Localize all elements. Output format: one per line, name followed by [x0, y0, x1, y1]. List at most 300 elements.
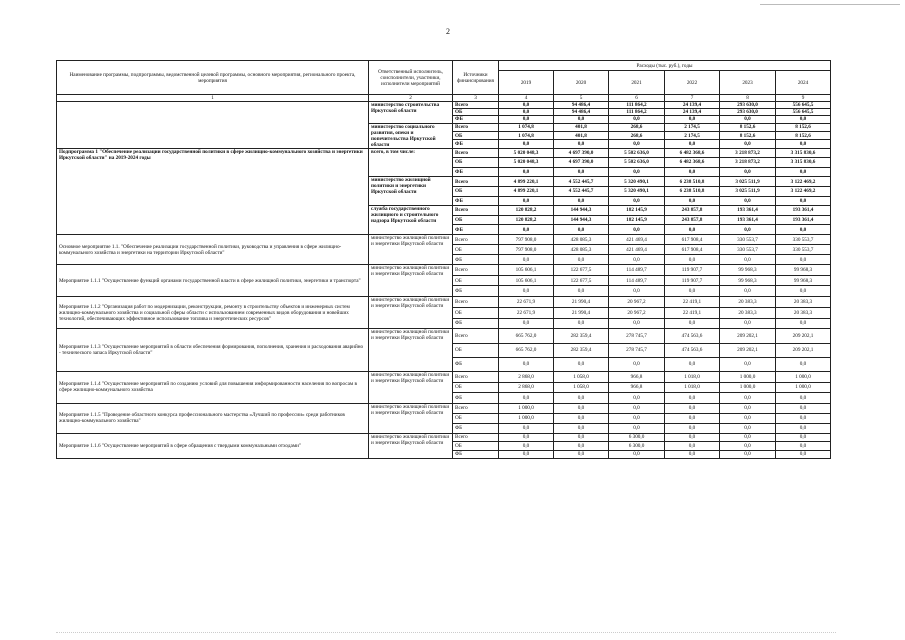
- page-number: 2: [446, 27, 450, 36]
- value-cell: 0,0: [609, 413, 665, 423]
- source-cell: ФБ: [453, 423, 499, 433]
- value-cell: 0,0: [665, 286, 720, 297]
- value-cell: 0,0: [665, 357, 720, 371]
- value-cell: 1 000,0: [776, 371, 831, 382]
- value-cell: 122 677,5: [554, 265, 609, 276]
- value-cell: 0,0: [776, 167, 831, 177]
- value-cell: 1 000,0: [499, 403, 554, 413]
- value-cell: 0,0: [499, 433, 554, 442]
- value-cell: 4 697 390,0: [554, 158, 609, 168]
- header-expenses: Расходы (тыс. руб.), годы: [499, 61, 831, 71]
- value-cell: 3 122 469,2: [776, 186, 831, 196]
- value-cell: 6 238 510,8: [665, 186, 720, 196]
- value-cell: 105 606,1: [499, 265, 554, 276]
- value-cell: 0,0: [776, 403, 831, 413]
- source-cell: ОБ: [453, 382, 499, 393]
- value-cell: 20 967,2: [609, 307, 665, 318]
- value-cell: 428 085,3: [554, 234, 609, 244]
- value-cell: 8 152,6: [720, 123, 776, 131]
- source-cell: ОБ: [453, 413, 499, 423]
- value-cell: 120 828,2: [499, 206, 554, 216]
- value-cell: 2 868,0: [499, 371, 554, 382]
- value-cell: 22 419,1: [665, 296, 720, 307]
- value-cell: 0,0: [665, 116, 720, 123]
- source-cell: ФБ: [453, 140, 499, 148]
- value-cell: 293 630,0: [720, 102, 776, 109]
- value-cell: 278 745,7: [609, 329, 665, 343]
- value-cell: 0,0: [720, 357, 776, 371]
- value-cell: 182 145,9: [609, 206, 665, 216]
- value-cell: 120 828,2: [499, 215, 554, 225]
- value-cell: 0,0: [776, 450, 831, 459]
- value-cell: 20 383,3: [776, 296, 831, 307]
- value-cell: 4 552 445,7: [554, 186, 609, 196]
- value-cell: 3 122 469,2: [776, 177, 831, 187]
- value-cell: 0,0: [609, 286, 665, 297]
- value-cell: 0,0: [554, 413, 609, 423]
- value-cell: 209 202,1: [776, 329, 831, 343]
- value-cell: 5 320 490,1: [609, 186, 665, 196]
- program-name-cell: Мероприятие 1.1.5 "Проведение областного конкурса профессионального мастерства «Лучший по профессии» среди работников жилищно-коммунального хозяйства": [57, 403, 369, 433]
- value-cell: 0,0: [665, 393, 720, 404]
- value-cell: 330 553,7: [776, 245, 831, 255]
- table-row: [57, 329, 831, 343]
- value-cell: 22 671,9: [499, 307, 554, 318]
- value-cell: 0,0: [665, 442, 720, 451]
- table-row: [57, 265, 831, 276]
- value-cell: 0,0: [499, 450, 554, 459]
- value-cell: 111 864,2: [609, 109, 665, 116]
- value-cell: 24 139,4: [665, 102, 720, 109]
- value-cell: 0,0: [776, 255, 831, 265]
- value-cell: 401,8: [554, 131, 609, 139]
- source-cell: Всего: [453, 177, 499, 187]
- value-cell: 6 238 510,8: [665, 177, 720, 187]
- value-cell: 24 139,4: [665, 109, 720, 116]
- value-cell: 330 553,7: [720, 234, 776, 244]
- value-cell: 1 000,0: [776, 382, 831, 393]
- value-cell: 0,0: [499, 196, 554, 206]
- value-cell: 0,0: [665, 403, 720, 413]
- value-cell: 293 630,0: [720, 109, 776, 116]
- value-cell: 0,0: [776, 286, 831, 297]
- value-cell: 209 202,1: [720, 329, 776, 343]
- value-cell: 797 908,0: [499, 245, 554, 255]
- value-cell: 797 908,0: [499, 234, 554, 244]
- value-cell: 5 020 048,3: [499, 148, 554, 158]
- executor-cell: министерство жилищной политики и энергетики Иркутской области: [369, 433, 453, 459]
- value-cell: 1 000,0: [499, 413, 554, 423]
- value-cell: 6 482 368,6: [665, 158, 720, 168]
- source-cell: ФБ: [453, 196, 499, 206]
- source-cell: ОБ: [453, 215, 499, 225]
- value-cell: 119 907,7: [665, 275, 720, 286]
- value-cell: 401,8: [554, 123, 609, 131]
- value-cell: 8 152,6: [776, 123, 831, 131]
- value-cell: 193 361,4: [776, 215, 831, 225]
- table-row: [57, 371, 831, 382]
- column-number: 2: [369, 95, 453, 102]
- value-cell: 22 671,9: [499, 296, 554, 307]
- value-cell: 3 315 830,6: [776, 158, 831, 168]
- value-cell: 0,0: [554, 403, 609, 413]
- value-cell: 4 899 220,1: [499, 177, 554, 187]
- value-cell: 278 745,7: [609, 343, 665, 357]
- value-cell: 617 908,4: [665, 245, 720, 255]
- value-cell: 556 645,5: [776, 109, 831, 116]
- value-cell: 6 300,0: [609, 433, 665, 442]
- value-cell: 0,0: [776, 318, 831, 329]
- value-cell: 21 990,4: [554, 296, 609, 307]
- value-cell: 0,0: [665, 433, 720, 442]
- value-cell: 665 762,0: [499, 343, 554, 357]
- value-cell: 330 553,7: [776, 234, 831, 244]
- value-cell: 0,0: [665, 225, 720, 235]
- source-cell: ФБ: [453, 286, 499, 297]
- source-cell: Всего: [453, 265, 499, 276]
- value-cell: 3 025 511,9: [720, 177, 776, 187]
- value-cell: 0,0: [665, 450, 720, 459]
- value-cell: 4 697 390,0: [554, 148, 609, 158]
- value-cell: 5 502 636,0: [609, 148, 665, 158]
- value-cell: 0,0: [720, 116, 776, 123]
- value-cell: 0,0: [720, 403, 776, 413]
- value-cell: 99 968,3: [776, 265, 831, 276]
- executor-cell: всего, в том числе:: [369, 148, 453, 177]
- header-year: 2024: [776, 71, 831, 95]
- executor-cell: министерство жилищной политики и энергетики Иркутской области: [369, 265, 453, 297]
- executor-cell: министерство жилищной политики и энергетики Иркутской области: [369, 371, 453, 403]
- source-cell: Всего: [453, 329, 499, 343]
- value-cell: 94 486,4: [554, 102, 609, 109]
- source-cell: ОБ: [453, 275, 499, 286]
- header-year: 2019: [499, 71, 554, 95]
- value-cell: 1 074,8: [499, 131, 554, 139]
- value-cell: 0,0: [720, 442, 776, 451]
- column-number: 6: [609, 95, 665, 102]
- value-cell: 0,0: [554, 357, 609, 371]
- value-cell: 0,0: [554, 140, 609, 148]
- source-cell: Всего: [453, 371, 499, 382]
- value-cell: 0,0: [554, 450, 609, 459]
- value-cell: 0,0: [554, 433, 609, 442]
- column-number: 3: [453, 95, 499, 102]
- value-cell: 4 552 445,7: [554, 177, 609, 187]
- value-cell: 8 152,6: [776, 131, 831, 139]
- executor-cell: министерство жилищной политики и энергетики Иркутской области: [369, 177, 453, 206]
- program-name-cell: Мероприятие 1.1.4 "Осуществление мероприятий по созданию условий для повышения информированности населения по вопросам в сфере жилищно-коммунального хозяйства: [57, 371, 369, 403]
- table-row: [57, 234, 831, 244]
- value-cell: 0,0: [499, 255, 554, 265]
- source-cell: Всего: [453, 102, 499, 109]
- value-cell: 0,0: [554, 423, 609, 433]
- executor-cell: министерство социального развития, опеки и попечительства Иркутской области: [369, 123, 453, 148]
- value-cell: 0,0: [665, 196, 720, 206]
- value-cell: 22 419,1: [665, 307, 720, 318]
- value-cell: 0,0: [499, 423, 554, 433]
- value-cell: 0,0: [609, 357, 665, 371]
- header-year: 2021: [609, 71, 665, 95]
- value-cell: 144 944,3: [554, 215, 609, 225]
- value-cell: 966,8: [609, 382, 665, 393]
- executor-cell: министерство жилищной политики и энергетики Иркутской области: [369, 403, 453, 433]
- value-cell: 0,0: [665, 167, 720, 177]
- value-cell: 0,0: [776, 196, 831, 206]
- value-cell: 0,0: [776, 393, 831, 404]
- value-cell: 8 152,6: [720, 131, 776, 139]
- value-cell: 20 383,3: [720, 307, 776, 318]
- column-number: 8: [720, 95, 776, 102]
- value-cell: 0,0: [609, 225, 665, 235]
- value-cell: 20 383,3: [776, 307, 831, 318]
- header-executor: Ответственный исполнитель, соисполнители, участники, исполнители мероприятий: [369, 61, 453, 95]
- value-cell: 0,0: [499, 102, 554, 109]
- source-cell: Всего: [453, 234, 499, 244]
- value-cell: 0,0: [665, 423, 720, 433]
- value-cell: 182 145,9: [609, 215, 665, 225]
- source-cell: ФБ: [453, 167, 499, 177]
- value-cell: 0,0: [720, 255, 776, 265]
- source-cell: Всего: [453, 148, 499, 158]
- value-cell: 1 018,0: [665, 371, 720, 382]
- value-cell: 556 645,5: [776, 102, 831, 109]
- value-cell: 5 020 048,3: [499, 158, 554, 168]
- source-cell: ОБ: [453, 186, 499, 196]
- executor-cell: министерство жилищной политики и энергетики Иркутской области: [369, 234, 453, 265]
- header-year: 2020: [554, 71, 609, 95]
- value-cell: 0,0: [609, 450, 665, 459]
- column-number: 5: [554, 95, 609, 102]
- value-cell: 0,0: [665, 318, 720, 329]
- value-cell: 0,0: [720, 286, 776, 297]
- table-row: [57, 102, 831, 109]
- value-cell: 268,6: [609, 123, 665, 131]
- value-cell: 4 899 220,1: [499, 186, 554, 196]
- value-cell: 193 361,4: [776, 206, 831, 216]
- value-cell: 94 486,4: [554, 109, 609, 116]
- value-cell: 193 361,4: [720, 215, 776, 225]
- value-cell: 2 174,5: [665, 131, 720, 139]
- value-cell: 193 361,4: [720, 206, 776, 216]
- column-number: 9: [776, 95, 831, 102]
- value-cell: 282 359,4: [554, 343, 609, 357]
- source-cell: ОБ: [453, 442, 499, 451]
- value-cell: 114 489,7: [609, 265, 665, 276]
- value-cell: 0,0: [776, 225, 831, 235]
- program-name-cell: [57, 102, 369, 149]
- value-cell: 144 944,3: [554, 206, 609, 216]
- value-cell: 474 563,6: [665, 329, 720, 343]
- value-cell: 5 320 490,1: [609, 177, 665, 187]
- value-cell: 0,0: [720, 450, 776, 459]
- value-cell: 5 502 636,0: [609, 158, 665, 168]
- budget-table: [56, 60, 831, 459]
- value-cell: 0,0: [720, 413, 776, 423]
- value-cell: 0,0: [720, 140, 776, 148]
- value-cell: 421 469,4: [609, 245, 665, 255]
- executor-cell: министерство жилищной политики и энергетики Иркутской области: [369, 329, 453, 372]
- value-cell: 330 553,7: [720, 245, 776, 255]
- bottom-rule: [56, 632, 836, 633]
- value-cell: 0,0: [720, 393, 776, 404]
- value-cell: 0,0: [609, 255, 665, 265]
- value-cell: 0,0: [554, 225, 609, 235]
- value-cell: 0,0: [554, 255, 609, 265]
- executor-cell: министерство строительства Иркутской области: [369, 102, 453, 124]
- value-cell: 0,0: [720, 225, 776, 235]
- source-cell: ОБ: [453, 245, 499, 255]
- program-name-cell: Мероприятие 1.1.2 "Организация работ по модернизации, реконструкции, ремонту в строительству объектов и инженерных систем жилищно-коммунального хозяйства и социальной сферы области с использованием современных видов оборудования и новейших технологий, обеспечивающих эффективное использование топлива и энергетических ресурсов": [57, 296, 369, 328]
- value-cell: 0,0: [776, 423, 831, 433]
- value-cell: 0,0: [499, 442, 554, 451]
- value-cell: 0,0: [720, 423, 776, 433]
- source-cell: ФБ: [453, 318, 499, 329]
- value-cell: 0,0: [665, 140, 720, 148]
- value-cell: 0,0: [720, 433, 776, 442]
- value-cell: 0,0: [665, 413, 720, 423]
- value-cell: 428 085,3: [554, 245, 609, 255]
- value-cell: 0,0: [609, 140, 665, 148]
- value-cell: 3 315 830,6: [776, 148, 831, 158]
- executor-cell: служба государственного жилищного и строительного надзора Иркутской области: [369, 206, 453, 235]
- source-cell: ФБ: [453, 225, 499, 235]
- source-cell: ФБ: [453, 450, 499, 459]
- value-cell: 2 174,5: [665, 123, 720, 131]
- value-cell: 3 218 873,2: [720, 148, 776, 158]
- program-name-cell: Мероприятие 1.1.3 "Осуществление мероприятий в области обеспечения формирования, пополнения, хранения и расходования аварийно - технического запаса Иркутской области": [57, 329, 369, 372]
- value-cell: 665 762,0: [499, 329, 554, 343]
- value-cell: 966,8: [609, 371, 665, 382]
- program-name-cell: Подпрограмма 1 "Обеспечение реализации государственной политики в сфере жилищно-коммунального хозяйства и энергетики Иркутской области" на 2019-2024 годы: [57, 148, 369, 234]
- value-cell: 0,0: [609, 423, 665, 433]
- value-cell: 111 864,2: [609, 102, 665, 109]
- value-cell: 119 907,7: [665, 265, 720, 276]
- value-cell: 0,0: [499, 109, 554, 116]
- value-cell: 1 000,0: [720, 371, 776, 382]
- value-cell: 0,0: [609, 318, 665, 329]
- value-cell: 0,0: [720, 167, 776, 177]
- source-cell: ФБ: [453, 255, 499, 265]
- value-cell: 0,0: [499, 116, 554, 123]
- value-cell: 243 857,8: [665, 215, 720, 225]
- value-cell: 0,0: [609, 393, 665, 404]
- value-cell: 0,0: [554, 318, 609, 329]
- source-cell: ОБ: [453, 109, 499, 116]
- source-cell: ОБ: [453, 307, 499, 318]
- value-cell: 0,0: [499, 286, 554, 297]
- value-cell: 1 058,0: [554, 371, 609, 382]
- value-cell: 122 677,5: [554, 275, 609, 286]
- value-cell: 0,0: [499, 393, 554, 404]
- value-cell: 105 606,1: [499, 275, 554, 286]
- value-cell: 617 908,4: [665, 234, 720, 244]
- value-cell: 0,0: [609, 116, 665, 123]
- value-cell: 0,0: [776, 357, 831, 371]
- value-cell: 21 990,4: [554, 307, 609, 318]
- value-cell: 243 857,8: [665, 206, 720, 216]
- value-cell: 0,0: [776, 433, 831, 442]
- value-cell: 0,0: [776, 413, 831, 423]
- top-rule: [760, 4, 900, 5]
- table-row: [57, 403, 831, 413]
- source-cell: Всего: [453, 403, 499, 413]
- source-cell: ОБ: [453, 131, 499, 139]
- header-year: 2022: [665, 71, 720, 95]
- source-cell: ФБ: [453, 116, 499, 123]
- value-cell: 99 968,3: [720, 265, 776, 276]
- column-number: 1: [57, 95, 369, 102]
- value-cell: 0,0: [554, 286, 609, 297]
- table-row: [57, 296, 831, 307]
- value-cell: 6 300,0: [609, 442, 665, 451]
- value-cell: 0,0: [554, 167, 609, 177]
- executor-cell: министерство жилищной политики и энергетики Иркутской области: [369, 296, 453, 328]
- value-cell: 1 000,0: [720, 382, 776, 393]
- value-cell: 0,0: [776, 116, 831, 123]
- value-cell: 0,0: [776, 140, 831, 148]
- value-cell: 0,0: [665, 255, 720, 265]
- source-cell: ОБ: [453, 343, 499, 357]
- value-cell: 268,6: [609, 131, 665, 139]
- value-cell: 99 968,3: [720, 275, 776, 286]
- value-cell: 0,0: [554, 442, 609, 451]
- value-cell: 0,0: [776, 442, 831, 451]
- value-cell: 99 968,3: [776, 275, 831, 286]
- column-number: 4: [499, 95, 554, 102]
- header-source: Источники финансирования: [453, 61, 499, 95]
- value-cell: 0,0: [554, 196, 609, 206]
- value-cell: 1 018,0: [665, 382, 720, 393]
- value-cell: 0,0: [499, 167, 554, 177]
- source-cell: Всего: [453, 206, 499, 216]
- value-cell: 20 967,2: [609, 296, 665, 307]
- source-cell: Всего: [453, 123, 499, 131]
- value-cell: 0,0: [609, 403, 665, 413]
- program-name-cell: Мероприятие 1.1.6 "Осуществление мероприятий в сфере обращения с твердыми коммунальными отходами": [57, 433, 369, 459]
- column-number: 7: [665, 95, 720, 102]
- value-cell: 0,0: [499, 357, 554, 371]
- value-cell: 474 563,6: [665, 343, 720, 357]
- value-cell: 0,0: [554, 116, 609, 123]
- source-cell: ОБ: [453, 158, 499, 168]
- header-name: Наименование программы, подпрограммы, ведомственной целевой программы, основного мероприятия, регионального проекта, мероприятия: [57, 61, 369, 95]
- value-cell: 282 359,4: [554, 329, 609, 343]
- value-cell: 421 469,4: [609, 234, 665, 244]
- value-cell: 0,0: [499, 225, 554, 235]
- value-cell: 209 202,1: [720, 343, 776, 357]
- value-cell: 20 383,3: [720, 296, 776, 307]
- value-cell: 0,0: [720, 196, 776, 206]
- value-cell: 209 202,1: [776, 343, 831, 357]
- value-cell: 0,0: [554, 393, 609, 404]
- table-row: [57, 433, 831, 442]
- source-cell: ФБ: [453, 357, 499, 371]
- table-row: [57, 148, 831, 158]
- value-cell: 0,0: [499, 318, 554, 329]
- value-cell: 2 868,0: [499, 382, 554, 393]
- source-cell: Всего: [453, 433, 499, 442]
- value-cell: 3 025 511,9: [720, 186, 776, 196]
- program-name-cell: Мероприятие 1.1.1 "Осуществление функций органами государственной власти в сфере жилищной политики, энергетики и транспорта": [57, 265, 369, 297]
- value-cell: 1 074,8: [499, 123, 554, 131]
- value-cell: 6 482 368,6: [665, 148, 720, 158]
- value-cell: 114 489,7: [609, 275, 665, 286]
- header-year: 2023: [720, 71, 776, 95]
- value-cell: 0,0: [499, 140, 554, 148]
- source-cell: Всего: [453, 296, 499, 307]
- value-cell: 0,0: [609, 167, 665, 177]
- value-cell: 0,0: [720, 318, 776, 329]
